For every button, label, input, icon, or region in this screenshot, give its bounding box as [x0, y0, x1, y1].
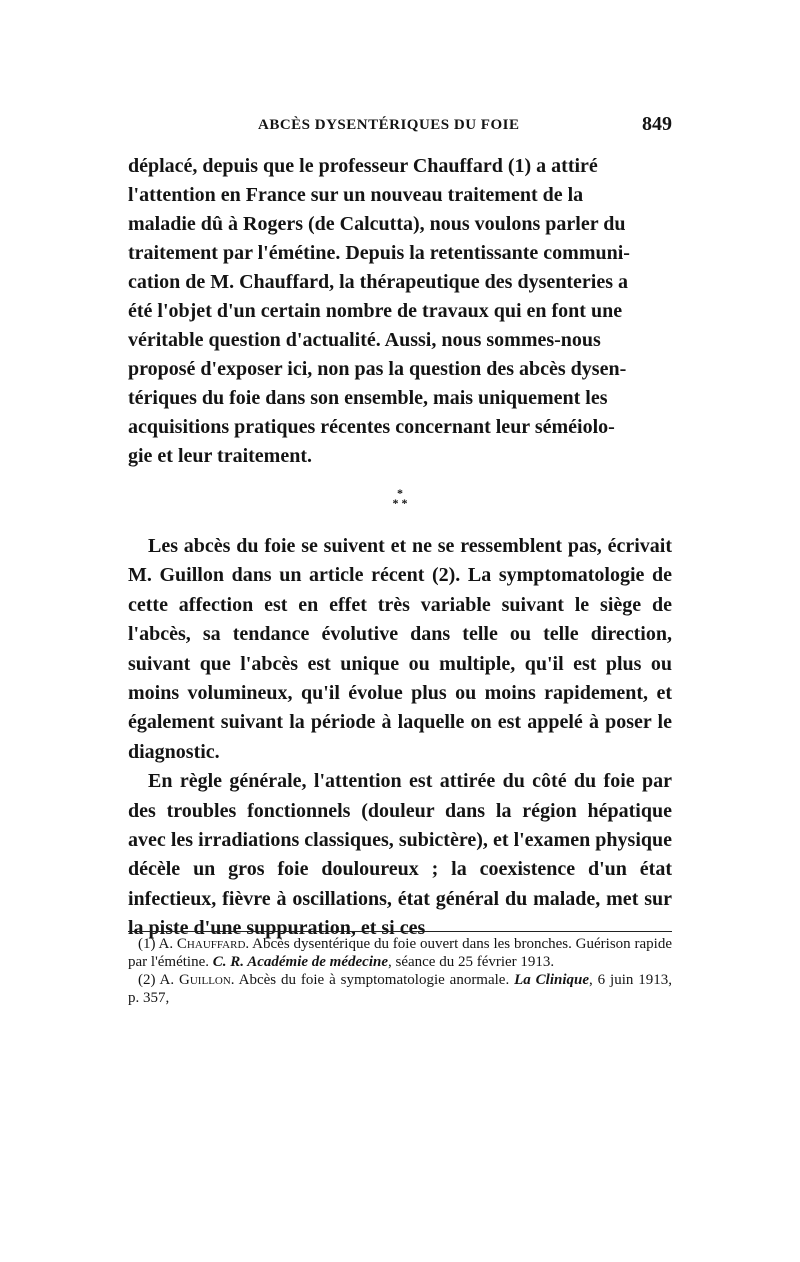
- footnote-journal: C. R. Académie de médecine: [212, 953, 388, 970]
- text-line: proposé d'exposer ici, non pas la question des abcès dysen-: [128, 358, 627, 380]
- asterism-bottom: * *: [392, 496, 408, 510]
- footnote-1: [128, 936, 672, 971]
- paragraph-abces: Les abcès du foie se suivent et ne se ressemblent pas, écrivait M. Guillon dans un article récent (2). La symptomatologie de cette affection est en effet très variable suivant le siège de l'abcès, sa tendance évolutive dans telle ou telle direction, suivant que l'abcès est unique ou multiple, qu'il est plus ou moins volumineux, qu'il évolue plus ou moins rapidement, et également suivant la période à laquelle on est appelé à poser le diagnostic.: [128, 535, 672, 763]
- text-line: traitement par l'émétine. Depuis la retentissante communi-: [128, 242, 630, 264]
- footnote-author: Chauffard: [176, 936, 246, 952]
- footnote-text: . Abcès du foie à symptomatologie anormale.: [230, 972, 515, 988]
- footnote-text: . Abcès dysentérique du foie ouvert dans les bronches. Guérison rapide par l'émétine.: [128, 936, 672, 970]
- footnote-marker: (2) A.: [138, 972, 180, 988]
- intro-paragraph: [128, 152, 672, 471]
- text-line: véritable question d'actualité. Aussi, nous sommes-nous: [128, 329, 601, 351]
- text-line: été l'objet d'un certain nombre de travaux qui en font une: [128, 300, 623, 322]
- paragraph-regle-generale: En règle générale, l'attention est attirée du côté du foie par des troubles fonctionnels (douleur dans la région hépatique avec les irradiations classiques, subictère), et l'examen physique décèle un gros foie douloureux ; la coexistence d'un état infectieux, fièvre à oscillations, état général du malade, met sur la piste d'une suppuration, et si ces: [128, 770, 672, 940]
- page-number: 849: [642, 113, 672, 135]
- page-header: [128, 115, 672, 139]
- asterism-top: *: [397, 486, 403, 500]
- running-head: ABCÈS DYSENTÉRIQUES DU FOIE: [258, 117, 520, 133]
- footnote-text-end: , séance du 25 février 1913.: [387, 953, 555, 970]
- text-line: cation de M. Chauffard, la thérapeutique des dysenteries a: [128, 271, 628, 293]
- section-body: [128, 532, 672, 944]
- text-line: tériques du foie dans son ensemble, mais uniquement les: [128, 387, 608, 409]
- footnote-journal: La Clinique: [514, 972, 590, 988]
- text-line: maladie dû à Rogers (de Calcutta), nous voulons parler du: [128, 213, 626, 235]
- footnote-author: Guillon: [179, 972, 231, 988]
- footnote-2: [128, 972, 672, 1007]
- footnote-text-end: , 6 juin 1913, p. 357,: [128, 972, 673, 1006]
- text-line: acquisitions pratiques récentes concernant leur séméiolo-: [128, 416, 615, 438]
- footnote-marker: (1) A.: [138, 936, 177, 952]
- text-line: gie et leur traitement.: [128, 445, 312, 467]
- asterism-divider: [384, 488, 416, 518]
- text-line: l'attention en France sur un nouveau traitement de la: [128, 184, 584, 206]
- text-line: déplacé, depuis que le professeur Chauffard (1) a attiré: [128, 155, 598, 177]
- footnotes: [128, 936, 672, 1008]
- footnote-rule: [128, 931, 672, 932]
